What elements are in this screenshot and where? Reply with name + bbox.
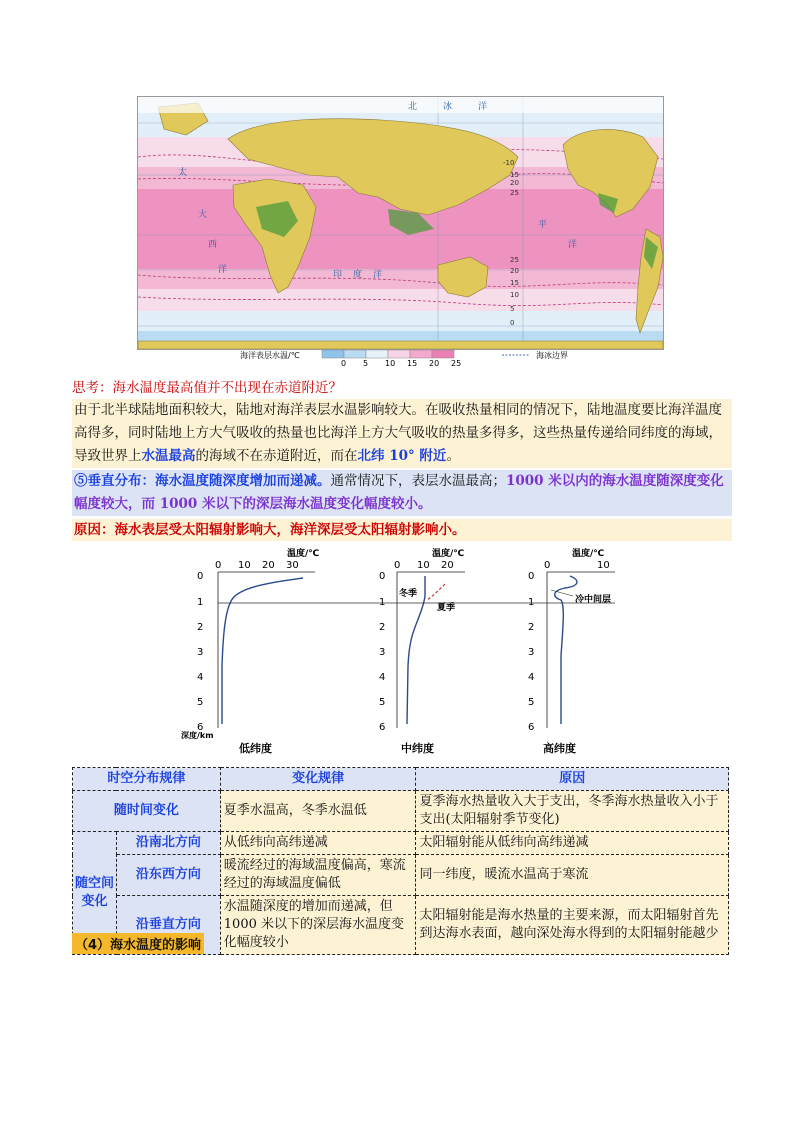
temp-tick: 0 xyxy=(394,560,401,571)
ocean-label: 北 xyxy=(408,102,418,112)
isotherm-label: 20 xyxy=(510,267,519,275)
ocean-label: 洋 xyxy=(373,270,383,280)
depth-tick: 4 xyxy=(528,672,535,683)
isotherm-label: 5 xyxy=(510,305,515,313)
temp-tick: 20 xyxy=(441,560,454,571)
ocean-label: 度 xyxy=(353,270,363,280)
depth-tick: 0 xyxy=(379,571,386,582)
winter-label: 冬季 xyxy=(399,589,418,599)
answer-paragraph xyxy=(72,399,732,468)
isotherm-label: 0 xyxy=(510,319,515,327)
think-question: 思考：海水温度最高值并不出现在赤道附近？ xyxy=(72,380,342,396)
depth-tick: 3 xyxy=(528,647,535,658)
depth-tick: 1 xyxy=(528,597,535,608)
answer-highlight-max: 水温最高 xyxy=(141,448,196,464)
depth-tick: 1 xyxy=(379,597,386,608)
temp-tick: 0 xyxy=(544,560,551,571)
legend-tick: 5 xyxy=(363,359,369,367)
temp-tick: 10 xyxy=(417,560,430,571)
answer-text: 。 xyxy=(446,448,460,464)
depth-tick: 0 xyxy=(197,571,204,582)
ocean-label: 大 xyxy=(198,210,208,220)
isotherm-label: -10 xyxy=(503,159,515,167)
depth-tick: 2 xyxy=(197,622,204,633)
high-latitude-curve xyxy=(555,576,577,724)
legend-swatch xyxy=(432,350,454,358)
isotherm-label: 15 xyxy=(510,279,519,287)
table-row xyxy=(73,791,729,832)
header-cell: 时空分布规律 xyxy=(73,768,221,791)
reason-line: 原因：海水表层受太阳辐射影响大，海洋深层受太阳辐射影响小。 xyxy=(72,519,732,541)
depth-tick: 5 xyxy=(379,697,386,708)
depth-tick: 3 xyxy=(379,647,386,658)
vertical-distribution xyxy=(72,470,732,516)
depth-tick: 1 xyxy=(197,597,204,608)
table-header-row xyxy=(73,768,729,791)
depth-tick: 2 xyxy=(379,622,386,633)
vertical-highlight: 1000 米以内的海水温度随深度变化幅度较大，而 1000 米以下的深层海水温度变化幅度较小。 xyxy=(74,473,724,512)
isotherm-label: 25 xyxy=(510,189,519,197)
temp-axis-label: 温度/℃ xyxy=(432,549,465,559)
vertical-label: ⑤垂直分布：海水温度随深度增加而递减。 xyxy=(74,473,331,489)
rule-cell: 从低纬向高纬递减 xyxy=(220,832,416,855)
temp-tick: 30 xyxy=(286,560,299,571)
reason-cell: 同一纬度，暖流水温高于寒流 xyxy=(416,855,729,896)
rule-cell: 水温随深度的增加而递减，但1000 米以下的深层海水温度变化幅度较小 xyxy=(220,896,416,955)
legend-swatch xyxy=(410,350,432,358)
legend-tick: 10 xyxy=(385,359,396,367)
high-latitude-title: 高纬度 xyxy=(543,742,576,755)
ocean-label: 太 xyxy=(178,168,188,178)
low-latitude-title: 低纬度 xyxy=(239,742,272,755)
ocean-label: 印 xyxy=(333,270,343,280)
reason-cell: 夏季海水热量收入大于支出，冬季海水热量收入小于支出(太阳辐射季节变化) xyxy=(416,791,729,832)
temp-tick: 20 xyxy=(262,560,275,571)
legend-swatch xyxy=(344,350,366,358)
legend-swatch xyxy=(366,350,388,358)
isotherm-label: 15 xyxy=(510,171,519,179)
world-map-graphic xyxy=(138,97,663,349)
ocean-label: 西 xyxy=(208,240,218,250)
ice-boundary-label: 海冰边界 xyxy=(536,351,568,360)
temperature-depth-profiles xyxy=(175,546,625,758)
legend-tick: 25 xyxy=(451,359,462,367)
answer-highlight-latitude: 北纬 10° 附近 xyxy=(357,448,447,464)
depth-tick: 3 xyxy=(197,647,204,658)
depth-tick: 4 xyxy=(379,672,386,683)
low-latitude-curve xyxy=(222,578,303,724)
row-label: 沿东西方向 xyxy=(116,855,220,896)
answer-text: 的海域不在赤道附近，而在 xyxy=(195,448,358,464)
temp-tick: 0 xyxy=(215,560,222,571)
temp-tick: 10 xyxy=(597,560,610,571)
depth-tick: 5 xyxy=(197,697,204,708)
temp-axis-label: 温度/℃ xyxy=(287,549,320,559)
rule-cell: 夏季水温高，冬季水温低 xyxy=(220,791,416,832)
section-heading: （4）海水温度的影响 xyxy=(72,933,204,954)
summer-curve xyxy=(427,584,445,600)
map-legend xyxy=(240,349,670,365)
isotherm-label: 25 xyxy=(510,256,519,264)
isotherm-label: 10 xyxy=(510,291,519,299)
table-row xyxy=(73,832,729,855)
row-label: 沿垂直方向 xyxy=(116,896,220,955)
row-label: 随时间变化 xyxy=(73,791,221,832)
header-cell: 原因 xyxy=(416,768,729,791)
depth-axis-label: 深度/km xyxy=(181,731,214,740)
rule-cell: 暖流经过的海域温度偏高，寒流经过的海域温度偏低 xyxy=(220,855,416,896)
mid-latitude-profile xyxy=(379,547,465,755)
reason-cell: 太阳辐射能从低纬向高纬递减 xyxy=(416,832,729,855)
summer-label: 夏季 xyxy=(437,603,456,613)
depth-tick: 5 xyxy=(528,697,535,708)
cold-layer-label: 冷中间层 xyxy=(575,595,612,605)
mid-latitude-title: 中纬度 xyxy=(401,742,434,755)
legend-tick: 20 xyxy=(429,359,440,367)
space-label: 随空间变化 xyxy=(73,832,117,955)
legend-swatch xyxy=(322,350,344,358)
legend-title: 海洋表层水温/℃ xyxy=(240,351,300,360)
depth-tick: 2 xyxy=(528,622,535,633)
ocean-label: 洋 xyxy=(218,265,228,275)
table-row xyxy=(73,855,729,896)
temp-axis-label: 温度/℃ xyxy=(572,549,605,559)
legend-swatch xyxy=(388,350,410,358)
isotherm-label: 20 xyxy=(510,179,519,187)
high-latitude-profile xyxy=(528,547,615,755)
sea-surface-temperature-map xyxy=(137,96,664,350)
depth-tick: 4 xyxy=(197,672,204,683)
temp-tick: 10 xyxy=(238,560,251,571)
depth-tick: 6 xyxy=(379,722,386,733)
low-latitude-profile xyxy=(181,547,319,755)
ocean-label: 洋 xyxy=(478,102,488,112)
ocean-label: 平 xyxy=(538,220,548,230)
temperature-rules-table xyxy=(72,767,729,955)
answer-text: 由于北半球陆地面积较大，陆地对海洋表层水温影响较大。在吸收热量相同的情况下，陆地温度要比海洋温度高得多，同时陆地上方大气吸收的热量也比海洋上方大气吸收的热量多得多，这些热量传递给同纬度的海域，导致世界上 xyxy=(74,402,722,464)
vertical-text: 通常情况下，表层水温最高； xyxy=(330,473,506,489)
row-label: 沿南北方向 xyxy=(116,832,220,855)
legend-tick: 0 xyxy=(341,359,347,367)
legend-tick: 15 xyxy=(407,359,418,367)
ocean-label: 洋 xyxy=(568,240,578,250)
reason-cell: 太阳辐射能是海水热量的主要来源，而太阳辐射首先到达海水表面，越向深处海水得到的太阳辐射能越少 xyxy=(416,896,729,955)
depth-tick: 6 xyxy=(528,722,535,733)
depth-tick: 6 xyxy=(197,722,204,733)
header-cell: 变化规律 xyxy=(220,768,416,791)
depth-tick: 0 xyxy=(528,571,535,582)
ocean-label: 冰 xyxy=(443,102,453,112)
